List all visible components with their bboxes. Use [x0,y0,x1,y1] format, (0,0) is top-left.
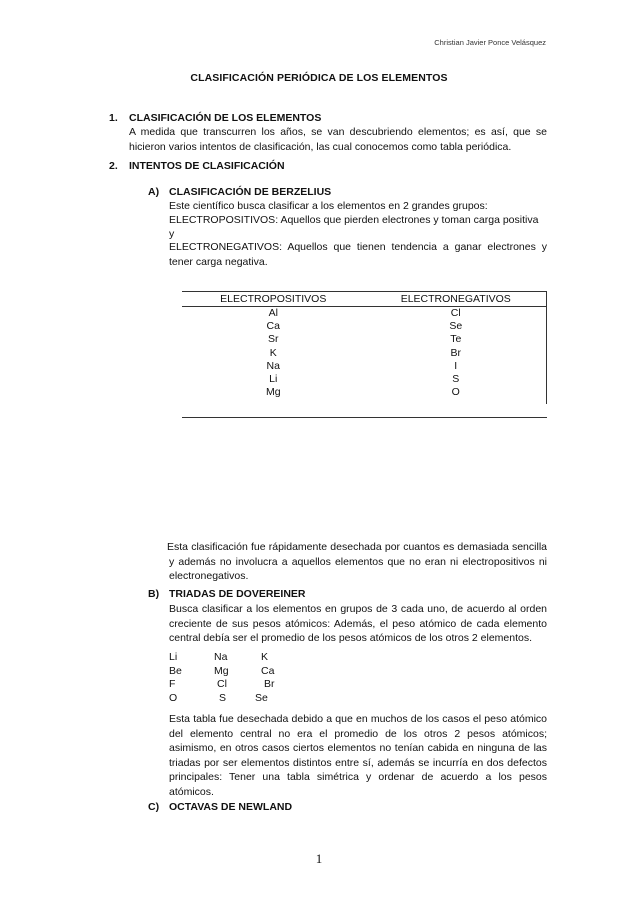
berzelius-line-1: Este científico busca clasificar a los elementos en 2 grandes grupos: [169,200,488,212]
table-row [182,307,547,321]
section-2-number: 2. [109,160,118,172]
table-cell: Br [450,346,461,359]
triad-element: K [261,651,269,663]
table-row [182,386,547,399]
table-cell: Al [268,307,278,319]
table-header-row [182,292,547,307]
table-cell: Sr [268,333,279,346]
table-cell: Li [269,373,278,386]
section-2-title: INTENTOS DE CLASIFICACIÓN [129,160,285,172]
electro-table [182,291,547,418]
berzelius-negatives-text: ELECTRONEGATIVOS: Aquellos que tienen tendencia a ganar electrones y tener carga negativa. [169,241,547,268]
table-row [182,320,547,333]
berzelius-title: CLASIFICACIÓN DE BERZELIUS [169,186,332,198]
header-author: Christian Javier Ponce Velásquez [434,38,546,47]
section-1-number: 1. [109,112,118,124]
table-cell: Na [266,359,280,372]
berzelius-conclusion: Esta clasificación fue rápidamente desechada por cuantos es demasiada sencilla y además no involucra a aquellos elementos que no eran ni electropositivos ni electronegativos. [167,541,547,583]
table-row [182,360,547,373]
dovereiner-conclusion: Esta tabla fue desechada debido a que en muchos de los casos el peso atómico del elemento central no era el promedio de los otros 2 pesos atómicos; asimismo, en otros casos ciertos elementos no tenían cabida en ninguna de las triadas por ser elementos distintos entre sí, además se incurría en dos defectos principales: Tener una tabla simétrica y ordenar de acuerdo a los pesos atómicos. [169,713,547,798]
dovereiner-title: TRIADAS DE DOVEREINER [169,588,306,600]
section-1-text: A medida que transcurren los años, se van descubriendo elementos; es así, que se hicieron varios intentos de clasificación, las cual conocemos como tabla periódica. [129,126,547,153]
triad-element: Li [169,651,178,663]
triad-element: Be [169,664,182,677]
table-header-electropositivos: ELECTROPOSITIVOS [182,292,365,307]
newland-letter: C) [148,801,160,813]
triad-element: O [169,691,178,704]
table-row [182,347,547,360]
berzelius-line-3: y [169,228,175,240]
berzelius-letter: A) [148,186,160,198]
table-cell [182,399,365,418]
newland-title: OCTAVAS DE NEWLAND [169,801,293,813]
dovereiner-letter: B) [148,588,160,600]
triad-row [169,651,275,665]
table-cell [365,399,548,418]
section-1-title: CLASIFICACIÓN DE LOS ELEMENTOS [129,112,322,124]
triad-element: S [219,691,227,704]
table-cell: Se [449,320,463,333]
triad-row [169,692,275,706]
table-cell: S [452,373,460,386]
page-title: CLASIFICACIÓN PERIÓDICA DE LOS ELEMENTOS [190,72,448,84]
table-cell: Ca [266,320,280,333]
table-right-border [546,291,547,404]
table-header-electronegativos: ELECTRONEGATIVOS [365,292,548,307]
triad-element: Se [255,691,268,704]
berzelius-line-2: ELECTROPOSITIVOS: Aquellos que pierden electrones y toman carga positiva [169,214,539,226]
table-cell: I [454,359,458,372]
dovereiner-text: Busca clasificar a los elementos en grupos de 3 cada uno, de acuerdo al orden creciente de sus pesos atómicos: Además, el peso atómico de cada elemento central debía ser el promedio de los pesos atómicos de los otros 2 elementos. [169,603,547,645]
page-number: 1 [315,851,323,866]
table-cell: K [269,346,277,359]
triad-element: F [169,678,176,691]
table-row [182,333,547,346]
table-cell: Mg [265,386,281,399]
table-cell: O [451,386,460,399]
triad-element: Cl [217,678,227,691]
table-row-empty [182,399,547,418]
table-cell: Cl [450,307,461,319]
table-row [182,373,547,386]
triad-element: Na [214,651,228,663]
triad-element: Mg [214,664,229,677]
triad-row [169,678,275,692]
triad-element: Br [264,678,275,691]
triad-element: Ca [261,664,275,677]
triads-list [169,651,275,705]
table-cell: Te [450,333,462,346]
triad-row [169,665,275,679]
